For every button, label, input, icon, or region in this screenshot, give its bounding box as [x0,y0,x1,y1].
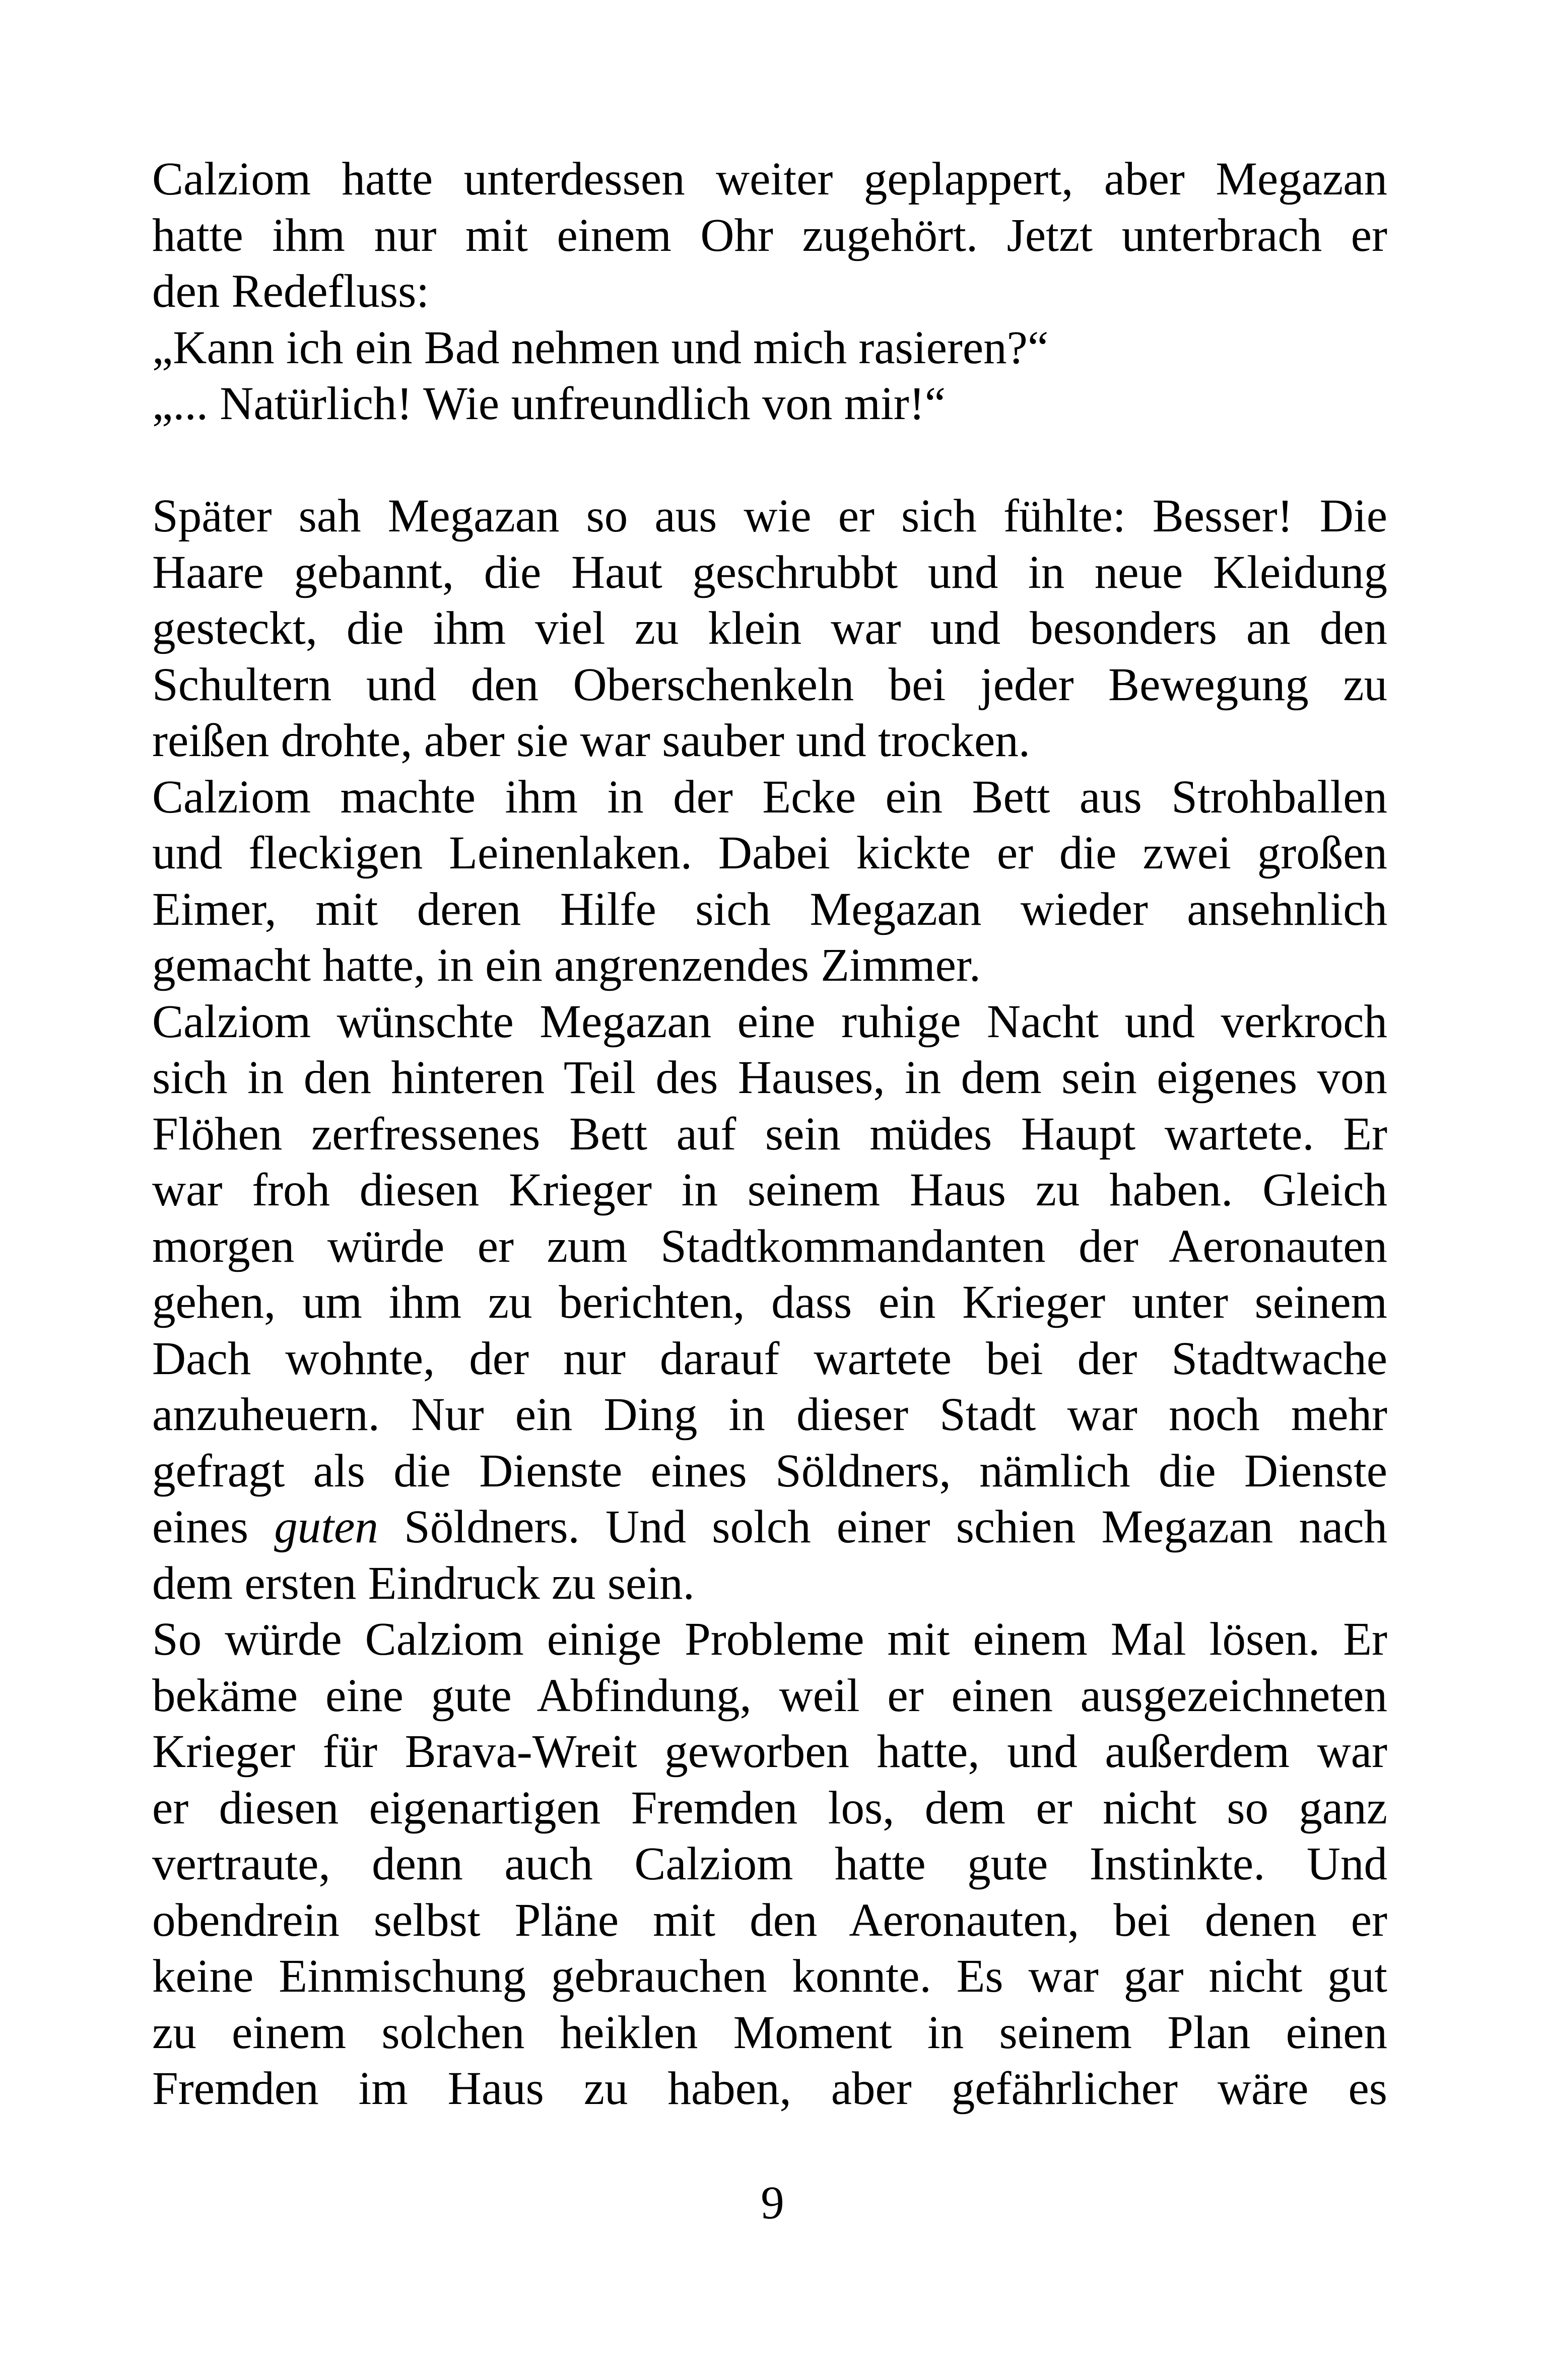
paragraph [152,151,1387,320]
paragraph-gap [152,432,1387,489]
text-line: So würde Calziom einige Probleme mit einem Mal lösen. Er [152,1613,1387,1665]
text-line: Krieger für Brava-Wreit geworben hatte, und außerdem war [152,1726,1387,1778]
text-line: Dach wohnte, der nur darauf wartete bei der Stadtwache [152,1332,1387,1385]
text-line: war froh diesen Krieger in seinem Haus zu haben. Gleich [152,1164,1387,1216]
text-line: Calziom machte ihm in der Ecke ein Bett aus Strohballen [152,771,1387,823]
text-line: und fleckigen Leinenlaken. Dabei kickte er die zwei großen [152,827,1387,879]
text-line: vertraute, denn auch Calziom hatte gute Instinkte. Und [152,1838,1387,1890]
text-line: Fremden im Haus zu haben, aber gefährlicher wäre es [152,2063,1387,2115]
text-line: bekäme eine gute Abfindung, weil er einen ausgezeichneten [152,1669,1387,1722]
text-line: Später sah Megazan so aus wie er sich fühlte: Besser! Die [152,490,1387,542]
text-line: Calziom hatte unterdessen weiter geplappert, aber Megazan [152,153,1387,205]
text-line: Schultern und den Oberschenkeln bei jeder Bewegung zu [152,658,1387,711]
text-line: er diesen eigenartigen Fremden los, dem er nicht so ganz [152,1782,1387,1834]
body-text [152,151,1387,2117]
text-line: Eimer, mit deren Hilfe sich Megazan wieder ansehnlich [152,883,1387,935]
text-line: sich in den hinteren Teil des Hauses, in dem sein eigenes von [152,1052,1387,1104]
text-line: Haare gebannt, die Haut geschrubbt und in neue Kleidung [152,546,1387,598]
paragraph [152,1611,1387,2117]
dialogue-line [152,320,1387,376]
text-segment: Söldners. Und solch einer schien Megazan nach [378,1501,1387,1553]
text-line: morgen würde er zum Stadtkommandanten der Aeronauten [152,1220,1387,1272]
text-line: reißen drohte, aber sie war sauber und trocken. [152,715,1031,767]
text-line: Calziom wünschte Megazan eine ruhige Nacht und verkroch [152,995,1387,1048]
text-line: dem ersten Eindruck zu sein. [152,1557,695,1609]
paragraph [152,488,1387,769]
paragraph [152,994,1387,1612]
text-line-with-emphasis [152,1499,1387,1555]
text-line: gefragt als die Dienste eines Söldners, nämlich die Dienste [152,1445,1387,1497]
text-line: obendrein selbst Pläne mit den Aeronauten, bei denen er [152,1894,1387,1946]
text-line: „Kann ich ein Bad nehmen und mich rasieren?“ [152,321,1049,374]
page-number: 9 [761,2177,784,2229]
text-line: anzuheuern. Nur ein Ding in dieser Stadt war noch mehr [152,1389,1387,1441]
text-line: gemacht hatte, in ein angrenzendes Zimmer. [152,939,981,991]
text-segment: eines [152,1501,275,1553]
text-line: keine Einmischung gebrauchen konnte. Es war gar nicht gut [152,1950,1387,2002]
text-line: den Redefluss: [152,265,430,317]
dialogue-line [152,376,1387,432]
text-line: Flöhen zerfressenes Bett auf sein müdes Haupt wartete. Er [152,1108,1387,1160]
text-line: „... Natürlich! Wie unfreundlich von mir!“ [152,378,946,430]
text-line: gehen, um ihm zu berichten, dass ein Krieger unter seinem [152,1276,1387,1328]
emphasized-word: guten [274,1501,378,1553]
text-line: hatte ihm nur mit einem Ohr zugehört. Jetzt unterbrach er [152,209,1387,261]
text-line: zu einem solchen heiklen Moment in seinem Plan einen [152,2006,1387,2059]
text-line: gesteckt, die ihm viel zu klein war und besonders an den [152,602,1387,654]
paragraph [152,769,1387,994]
